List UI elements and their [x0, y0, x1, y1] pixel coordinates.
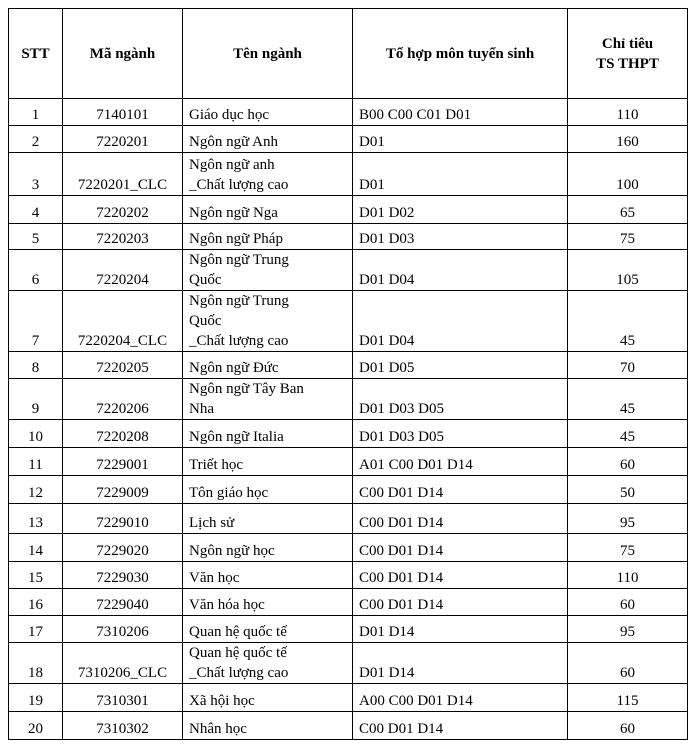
table-row: [9, 589, 688, 616]
table-row: [9, 643, 688, 684]
cell-name-line: Văn hóa học: [189, 597, 265, 613]
cell-quota: 75: [568, 534, 688, 562]
cell-quota: 160: [568, 126, 688, 153]
cell-quota: 105: [568, 250, 688, 291]
cell-name-line: Giáo dục học: [189, 107, 269, 123]
cell-code: 7229009: [63, 476, 183, 504]
cell-quota: 65: [568, 196, 688, 224]
cell-stt: 4: [9, 196, 63, 224]
cell-code: 7229020: [63, 534, 183, 562]
cell-name: [183, 562, 353, 589]
table-row: [9, 684, 688, 712]
cell-name-line: Ngôn ngữ Pháp: [189, 231, 283, 247]
cell-combo: A00 C00 D01 D14: [353, 684, 568, 712]
cell-quota: 110: [568, 562, 688, 589]
cell-stt: 1: [9, 99, 63, 126]
table-row: [9, 504, 688, 534]
cell-quota: 45: [568, 379, 688, 420]
cell-combo: D01 D03 D05: [353, 420, 568, 448]
cell-combo: D01: [353, 126, 568, 153]
header-stt: STT: [9, 9, 63, 99]
cell-combo: D01 D04: [353, 291, 568, 352]
cell-stt: 11: [9, 448, 63, 476]
cell-name: [183, 224, 353, 250]
cell-stt: 19: [9, 684, 63, 712]
cell-name-line: Nha: [189, 401, 214, 417]
table-row: [9, 126, 688, 153]
cell-name: [183, 534, 353, 562]
cell-name-line: Ngôn ngữ anh: [189, 157, 275, 173]
cell-name-line: Quan hệ quốc tế: [189, 624, 287, 640]
table-row: [9, 196, 688, 224]
cell-combo: C00 D01 D14: [353, 562, 568, 589]
header-row: [9, 9, 688, 99]
table-row: [9, 616, 688, 643]
cell-name-line: Quốc: [189, 313, 222, 329]
table-row: [9, 712, 688, 740]
cell-stt: 16: [9, 589, 63, 616]
cell-combo: D01 D14: [353, 616, 568, 643]
cell-stt: 6: [9, 250, 63, 291]
cell-name-line: Ngôn ngữ Trung: [189, 293, 289, 309]
cell-combo: D01 D14: [353, 643, 568, 684]
cell-name: [183, 99, 353, 126]
table-row: [9, 534, 688, 562]
cell-name-line: Ngôn ngữ Trung: [189, 252, 289, 268]
cell-name-line: Xã hội học: [189, 693, 255, 709]
header-code: Mã ngành: [63, 9, 183, 99]
cell-stt: 7: [9, 291, 63, 352]
cell-code: 7220206: [63, 379, 183, 420]
cell-name-line: Lịch sử: [189, 515, 235, 531]
cell-name: [183, 250, 353, 291]
cell-name: [183, 352, 353, 379]
table-row: [9, 153, 688, 196]
cell-code: 7310302: [63, 712, 183, 740]
table-row: [9, 224, 688, 250]
cell-name-line: Quan hệ quốc tế: [189, 645, 287, 661]
cell-quota: 95: [568, 616, 688, 643]
table-row: [9, 562, 688, 589]
table-row: [9, 352, 688, 379]
cell-name-line: Ngôn ngữ Italia: [189, 429, 284, 445]
cell-stt: 13: [9, 504, 63, 534]
cell-name-line: _Chất lượng cao: [189, 177, 289, 193]
table-row: [9, 291, 688, 352]
header-combo: Tổ hợp môn tuyển sinh: [353, 9, 568, 99]
cell-name: [183, 616, 353, 643]
cell-stt: 9: [9, 379, 63, 420]
cell-combo: D01 D04: [353, 250, 568, 291]
cell-combo: C00 D01 D14: [353, 504, 568, 534]
cell-name-line: Tôn giáo học: [189, 485, 269, 501]
header-quota-line2: TS THPT: [596, 55, 659, 72]
cell-stt: 17: [9, 616, 63, 643]
header-quota: [568, 9, 688, 99]
cell-name-line: Quốc: [189, 272, 222, 288]
admissions-table: [8, 8, 688, 740]
table-row: [9, 99, 688, 126]
cell-name: [183, 153, 353, 196]
cell-name: [183, 643, 353, 684]
cell-code: 7220204_CLC: [63, 291, 183, 352]
cell-stt: 15: [9, 562, 63, 589]
cell-stt: 3: [9, 153, 63, 196]
cell-combo: B00 C00 C01 D01: [353, 99, 568, 126]
cell-stt: 8: [9, 352, 63, 379]
cell-quota: 60: [568, 712, 688, 740]
cell-code: 7220203: [63, 224, 183, 250]
cell-quota: 45: [568, 420, 688, 448]
cell-name: [183, 379, 353, 420]
cell-quota: 75: [568, 224, 688, 250]
cell-name: [183, 126, 353, 153]
cell-quota: 95: [568, 504, 688, 534]
cell-code: 7220201_CLC: [63, 153, 183, 196]
cell-name: [183, 420, 353, 448]
cell-name-line: _Chất lượng cao: [189, 665, 289, 681]
cell-name-line: Ngôn ngữ Tây Ban: [189, 381, 304, 397]
table-body: [9, 99, 688, 740]
cell-quota: 115: [568, 684, 688, 712]
cell-code: 7220208: [63, 420, 183, 448]
cell-name-line: Triết học: [189, 457, 244, 473]
cell-stt: 18: [9, 643, 63, 684]
cell-combo: D01 D02: [353, 196, 568, 224]
cell-code: 7310206_CLC: [63, 643, 183, 684]
cell-stt: 14: [9, 534, 63, 562]
cell-name-line: Ngôn ngữ Nga: [189, 205, 278, 221]
cell-name-line: Văn học: [189, 570, 240, 586]
cell-code: 7310206: [63, 616, 183, 643]
cell-name-line: Ngôn ngữ Anh: [189, 134, 278, 150]
cell-stt: 2: [9, 126, 63, 153]
table-row: [9, 420, 688, 448]
cell-name: [183, 589, 353, 616]
cell-quota: 60: [568, 643, 688, 684]
cell-quota: 60: [568, 589, 688, 616]
cell-name: [183, 684, 353, 712]
cell-name: [183, 291, 353, 352]
cell-name-line: Ngôn ngữ Đức: [189, 360, 279, 376]
cell-name: [183, 476, 353, 504]
table-row: [9, 379, 688, 420]
cell-combo: D01 D03: [353, 224, 568, 250]
cell-quota: 70: [568, 352, 688, 379]
cell-stt: 12: [9, 476, 63, 504]
table-row: [9, 448, 688, 476]
cell-code: 7229030: [63, 562, 183, 589]
cell-quota: 45: [568, 291, 688, 352]
table-row: [9, 476, 688, 504]
cell-code: 7220204: [63, 250, 183, 291]
cell-name: [183, 196, 353, 224]
cell-combo: C00 D01 D14: [353, 589, 568, 616]
cell-combo: D01 D05: [353, 352, 568, 379]
cell-code: 7220201: [63, 126, 183, 153]
cell-code: 7220205: [63, 352, 183, 379]
header-name: Tên ngành: [183, 9, 353, 99]
cell-stt: 5: [9, 224, 63, 250]
cell-code: 7220202: [63, 196, 183, 224]
cell-combo: A01 C00 D01 D14: [353, 448, 568, 476]
cell-stt: 20: [9, 712, 63, 740]
cell-name: [183, 448, 353, 476]
header-quota-line1: Chỉ tiêu: [601, 35, 654, 52]
cell-code: 7229010: [63, 504, 183, 534]
cell-combo: D01 D03 D05: [353, 379, 568, 420]
cell-code: 7310301: [63, 684, 183, 712]
table-row: [9, 250, 688, 291]
cell-code: 7229001: [63, 448, 183, 476]
cell-stt: 10: [9, 420, 63, 448]
cell-name: [183, 712, 353, 740]
cell-combo: C00 D01 D14: [353, 476, 568, 504]
cell-quota: 60: [568, 448, 688, 476]
cell-quota: 100: [568, 153, 688, 196]
cell-name: [183, 504, 353, 534]
cell-name-line: _Chất lượng cao: [189, 333, 289, 349]
cell-quota: 50: [568, 476, 688, 504]
cell-code: 7140101: [63, 99, 183, 126]
cell-combo: C00 D01 D14: [353, 534, 568, 562]
cell-code: 7229040: [63, 589, 183, 616]
cell-combo: C00 D01 D14: [353, 712, 568, 740]
cell-combo: D01: [353, 153, 568, 196]
cell-name-line: Ngôn ngữ học: [189, 543, 275, 559]
cell-name-line: Nhân học: [189, 721, 247, 737]
cell-quota: 110: [568, 99, 688, 126]
